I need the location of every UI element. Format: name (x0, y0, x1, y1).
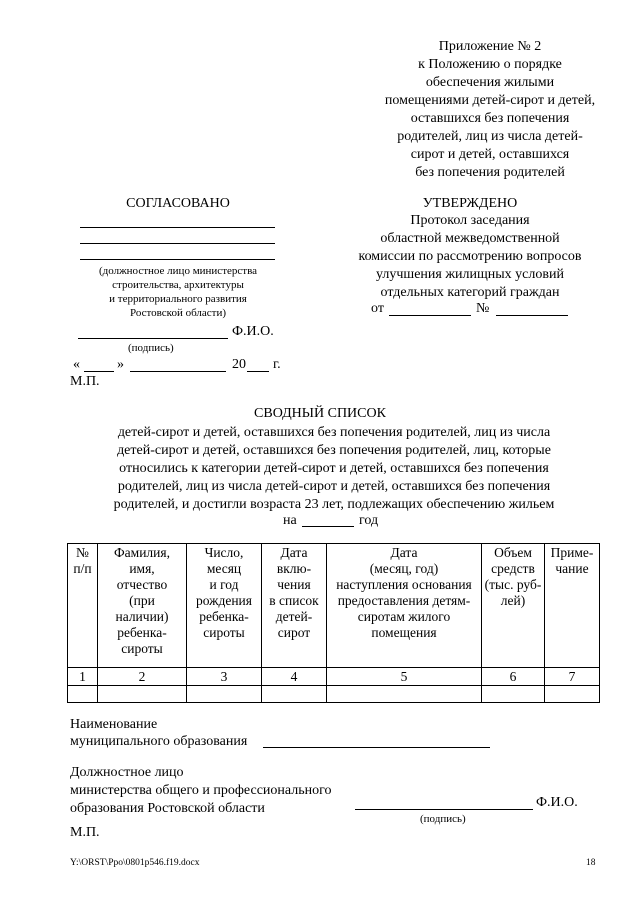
appendix-line: к Положению о порядке (418, 57, 562, 72)
table-number-cell: 4 (262, 668, 327, 686)
list-description-line: родителей, лиц из числа детей-сирот и детей, оставшихся без попечения (117, 479, 551, 494)
appendix-line: помещениями детей-сирот и детей, (384, 93, 596, 108)
list-description-line: родителей, и достигли возраста 23 лет, подлежащих обеспечению жильем (113, 497, 555, 512)
list-year-label: год (359, 513, 379, 528)
list-on-label: на (283, 513, 297, 528)
table-empty-cell (98, 686, 187, 703)
municipality-blank (263, 747, 490, 748)
agreed-blank-line (80, 227, 275, 228)
agreed-stamp: М.П. (70, 374, 100, 389)
date-month-blank (130, 371, 226, 372)
table-header-row (68, 544, 600, 668)
table-header-cell: № п/п (68, 544, 98, 668)
official-block (70, 764, 332, 818)
date-close-quote: » (117, 357, 124, 372)
table-header-cell: Фамилия, имя, отчество (при наличии) ребенка- сироты (98, 544, 187, 668)
approved-number-label: № (476, 301, 490, 316)
agreed-title: СОГЛАСОВАНО (126, 196, 230, 211)
table-number-cell: 3 (187, 668, 262, 686)
municipality-label-2: муниципального образования (70, 734, 248, 749)
list-year-blank (302, 526, 354, 527)
table-header-cell: Дата (месяц, год) наступления основания предоставления детям- сиротам жилого помещения (327, 544, 482, 668)
official-signature-caption: (подпись) (420, 813, 466, 825)
approved-protocol (345, 212, 595, 302)
year-suffix: г. (273, 357, 281, 372)
appendix-line: сирот и детей, оставшихся (410, 147, 570, 162)
protocol-date-blank (389, 315, 471, 316)
table-number-cell: 7 (545, 668, 600, 686)
position-caption-line: Ростовской области) (129, 307, 227, 319)
list-description-line: детей-сирот и детей, оставшихся без попечения родителей, лиц, которые (117, 443, 551, 458)
official-line: министерства общего и профессионального (70, 783, 332, 798)
position-caption (78, 264, 278, 320)
table-header-cell: Приме- чание (545, 544, 600, 668)
date-open-quote: « (73, 357, 80, 372)
table-empty-cell (68, 686, 98, 703)
appendix-line: родителей, лиц из числа детей- (397, 129, 583, 144)
date-day-blank (84, 371, 114, 372)
position-caption-line: (должностное лицо министерства (98, 265, 258, 277)
official-stamp: М.П. (70, 825, 100, 840)
table-empty-cell (327, 686, 482, 703)
table-number-cell: 5 (327, 668, 482, 686)
table-empty-cell (262, 686, 327, 703)
table-number-cell: 2 (98, 668, 187, 686)
table-header-cell: Дата вклю- чения в список детей- сирот (262, 544, 327, 668)
agreed-fio-label: Ф.И.О. (232, 324, 274, 339)
approved-from-label: от (371, 301, 384, 316)
table-number-cell: 1 (68, 668, 98, 686)
appendix-line: оставшихся без попечения (410, 111, 570, 126)
table-empty-cell (482, 686, 545, 703)
table-number-cell: 6 (482, 668, 545, 686)
table-empty-cell (187, 686, 262, 703)
table-number-row (68, 668, 600, 686)
list-description-line: детей-сирот и детей, оставшихся без попечения родителей, лиц из числа (117, 425, 551, 440)
position-caption-line: и территориального развития (109, 293, 247, 305)
official-fio-label: Ф.И.О. (536, 795, 578, 810)
appendix-line: обеспечения жилыми (425, 75, 555, 90)
agreed-blank-line (80, 259, 275, 260)
approved-line: комиссии по рассмотрению вопросов (358, 249, 582, 264)
table-empty-row (68, 686, 600, 703)
agreed-signature-caption: (подпись) (128, 342, 174, 354)
signature-blank-line (78, 338, 228, 339)
official-line: Должностное лицо (70, 765, 184, 780)
table-header-cell: Объем средств (тыс. руб- лей) (482, 544, 545, 668)
date-year-blank (247, 371, 269, 372)
approved-line: улучшения жилищных условий (376, 267, 564, 282)
table-empty-cell (545, 686, 600, 703)
approved-line: отдельных категорий граждан (380, 285, 560, 300)
year-prefix: 20 (232, 357, 246, 372)
municipality-label: Наименование (70, 717, 158, 732)
list-description (0, 424, 640, 514)
official-signature-blank (355, 809, 533, 810)
footer-file-path: Y:\ORST\Ppo\0801p546.f19.docx (70, 858, 200, 868)
appendix-line: без попечения родителей (415, 165, 565, 180)
appendix-line: Приложение № 2 (438, 39, 542, 54)
footer-page-number: 18 (586, 858, 596, 868)
appendix-header (350, 38, 630, 182)
approved-line: Протокол заседания (410, 213, 530, 228)
position-caption-line: строительства, архитектуры (112, 279, 244, 291)
table-header-cell: Число, месяц и год рождения ребенка- сироты (187, 544, 262, 668)
list-description-line: относились к категории детей-сирот и детей, оставшихся без попечения (119, 461, 549, 476)
approved-title: УТВЕРЖДЕНО (422, 196, 518, 211)
official-line: образования Ростовской области (70, 801, 265, 816)
summary-table (67, 543, 600, 703)
protocol-number-blank (496, 315, 568, 316)
approved-line: областной межведомственной (380, 231, 560, 246)
list-title: СВОДНЫЙ СПИСОК (254, 406, 386, 421)
agreed-blank-line (80, 243, 275, 244)
